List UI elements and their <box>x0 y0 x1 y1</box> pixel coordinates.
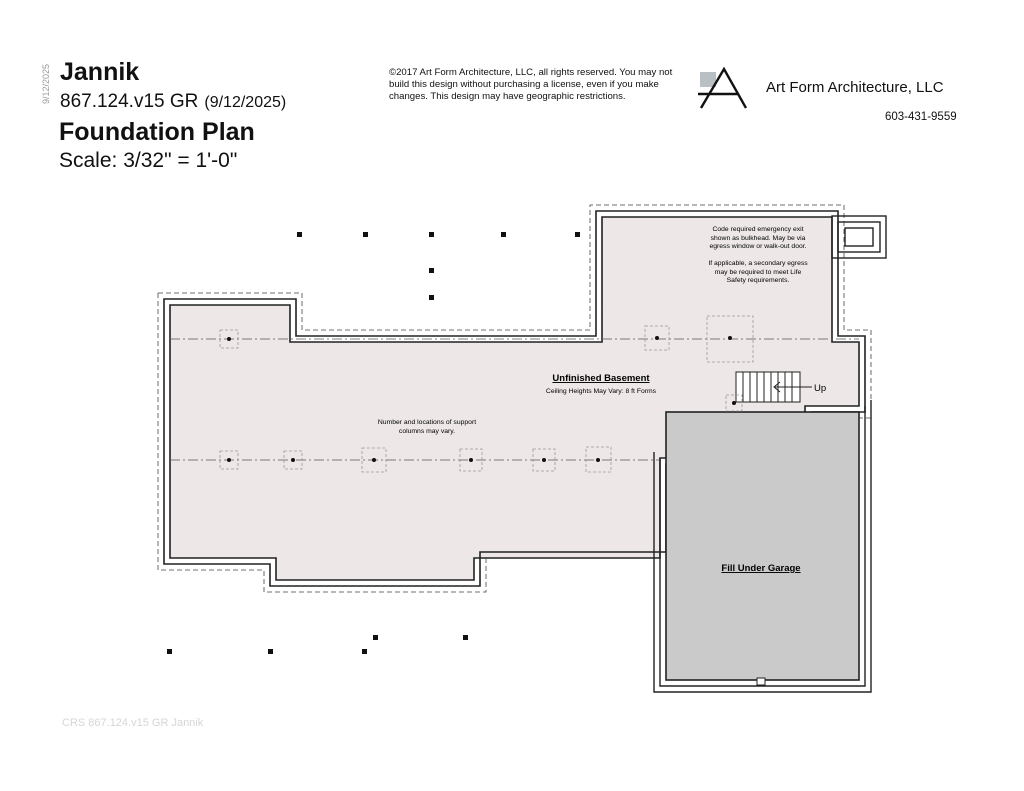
vertical-date-stamp: 9/12/2025 <box>41 63 51 104</box>
plan-name: Jannik <box>60 58 140 86</box>
columns-note-line: columns may vary. <box>398 428 456 435</box>
plan-number: 867.124.v15 GR <box>60 91 199 112</box>
egress-note-line: Code required emergency exit <box>712 226 804 233</box>
egress-note-line: may be required to meet Life <box>714 269 802 276</box>
basement-label: Unfinished Basement <box>552 373 650 384</box>
copyright-notice: ©2017 Art Form Architecture, LLC, all rights reserved. You may not build this design without purchasing a license, even if you make changes. This design may have geographic restrictions. <box>389 67 673 102</box>
garage-fill-area <box>666 412 859 680</box>
plan-type: Foundation Plan <box>59 118 255 146</box>
columns-note-line: Number and locations of support <box>377 419 477 426</box>
plan-scale: Scale: 3/32" = 1'-0" <box>59 149 238 172</box>
firm-name: Art Form Architecture, LLC <box>766 79 944 96</box>
egress-note-line: Safety requirements. <box>726 277 790 284</box>
watermark: CRS 867.124.v15 GR Jannik <box>62 717 204 729</box>
firm-phone: 603-431-9559 <box>885 111 957 123</box>
stair-up-label: Up <box>814 383 827 394</box>
egress-note-line: egress window or walk-out door. <box>709 243 807 250</box>
egress-note-line: shown as bulkhead. May be via <box>710 235 806 242</box>
ceiling-note: Ceiling Heights May Vary: 8 ft Forms <box>545 388 657 395</box>
plan-date: (9/12/2025) <box>204 94 287 111</box>
garage-label: Fill Under Garage <box>721 563 801 574</box>
bulkhead <box>832 216 886 258</box>
egress-note-line: If applicable, a secondary egress <box>708 260 808 267</box>
